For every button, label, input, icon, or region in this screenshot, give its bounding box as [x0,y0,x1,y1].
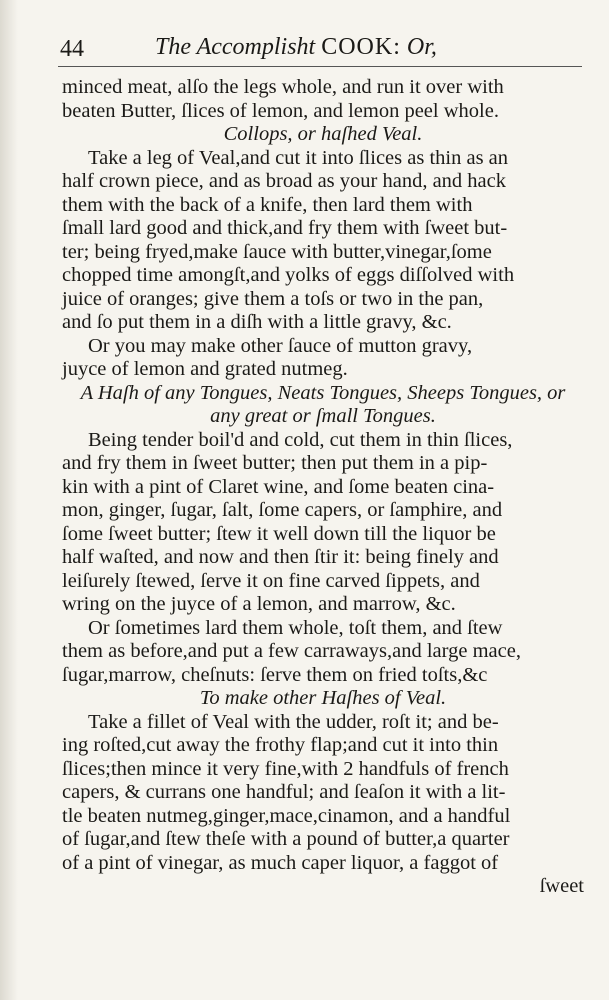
text-line: mon, ginger, ſugar, ſalt, ſome capers, or ſamphire, and [62,499,503,521]
text-line: of a pint of vinegar, as much caper liquor, a faggot of [62,851,499,874]
text-line: juyce of lemon and grated nutmeg. [62,358,348,380]
text-line: ſugar,marrow, cheſnuts: ſerve them on fried toſts,&c [62,663,488,686]
recipe-heading-veal: To make other Haſhes of Veal. [199,687,447,709]
recipe-heading-tongues: A Haſh of any Tongues, Neats Tongues, Sheeps Tongues, or [80,381,566,404]
recipe-heading-tongues-cont: any great or ſmall Tongues. [210,405,436,427]
running-title-italic: The Accomplisht [155,34,316,60]
text-line: ſome ſweet butter; ſtew it well down till the liquor be [62,522,496,545]
text-line: tle beaten nutmeg,ginger,mace,cinamon, and a handful [62,804,511,827]
text-line: and ſo put them in a diſh with a little gravy, &c. [62,311,452,333]
text-line: and fry them in ſweet butter; then put them in a pip- [62,452,488,474]
text-line: them with the back of a knife, then lard them with [62,193,473,216]
recipe-heading-collops: Collops, or haſhed Veal. [223,123,423,145]
text-line: ſlices;then mince it very fine,with 2 handfuls of french [62,757,509,780]
header-rule [58,66,582,67]
text-line: beaten Butter, ſlices of lemon, and lemon peel whole. [62,99,499,122]
text-line: kin with a pint of Claret wine, and ſome beaten cina- [62,475,495,498]
running-title-tail: Or, [406,34,437,60]
text-line: Take a leg of Veal,and cut it into ſlices as thin as an [88,146,509,169]
running-title [155,34,437,61]
text-line: Being tender boil'd and cold, cut them in thin ſlices, [88,428,513,451]
page-header [60,30,580,64]
running-title-caps: COOK: [321,34,401,60]
text-line: half crown piece, and as broad as your hand, and hack [62,170,506,192]
text-line: of ſugar,and ſtew theſe with a pound of butter,a quarter [62,828,510,850]
page-body [62,76,584,899]
text-line: Or you may make other ſauce of mutton gravy, [88,334,473,357]
text-line: capers, & currans one handful; and ſeaſon it with a lit- [62,781,506,803]
text-line: them as before,and put a few carraways,and large mace, [62,640,521,662]
text-line: leiſurely ſtewed, ſerve it on fine carved ſippets, and [62,569,480,592]
catchword: ſweet [539,875,584,897]
text-line: minced meat, alſo the legs whole, and run it over with [62,76,504,98]
page-gutter-shadow [0,0,18,1000]
page-number: 44 [60,36,84,62]
text-line: ter; being fryed,make ſauce with butter,vinegar,ſome [62,240,492,263]
text-line: wring on the juyce of a lemon, and marrow, &c. [62,593,456,615]
text-line: chopped time amongſt,and yolks of eggs diſſolved with [62,264,515,286]
text-line: half waſted, and now and then ſtir it: being finely and [62,546,499,568]
text-line: Or ſometimes lard them whole, toſt them, and ſtew [88,616,503,639]
text-line: ing roſted,cut away the frothy flap;and cut it into thin [62,734,499,756]
text-line: Take a fillet of Veal with the udder, roſt it; and be- [88,710,499,733]
text-line: juice of oranges; give them a toſs or two in the pan, [62,287,484,310]
text-line: ſmall lard good and thick,and fry them with ſweet but- [62,217,508,239]
